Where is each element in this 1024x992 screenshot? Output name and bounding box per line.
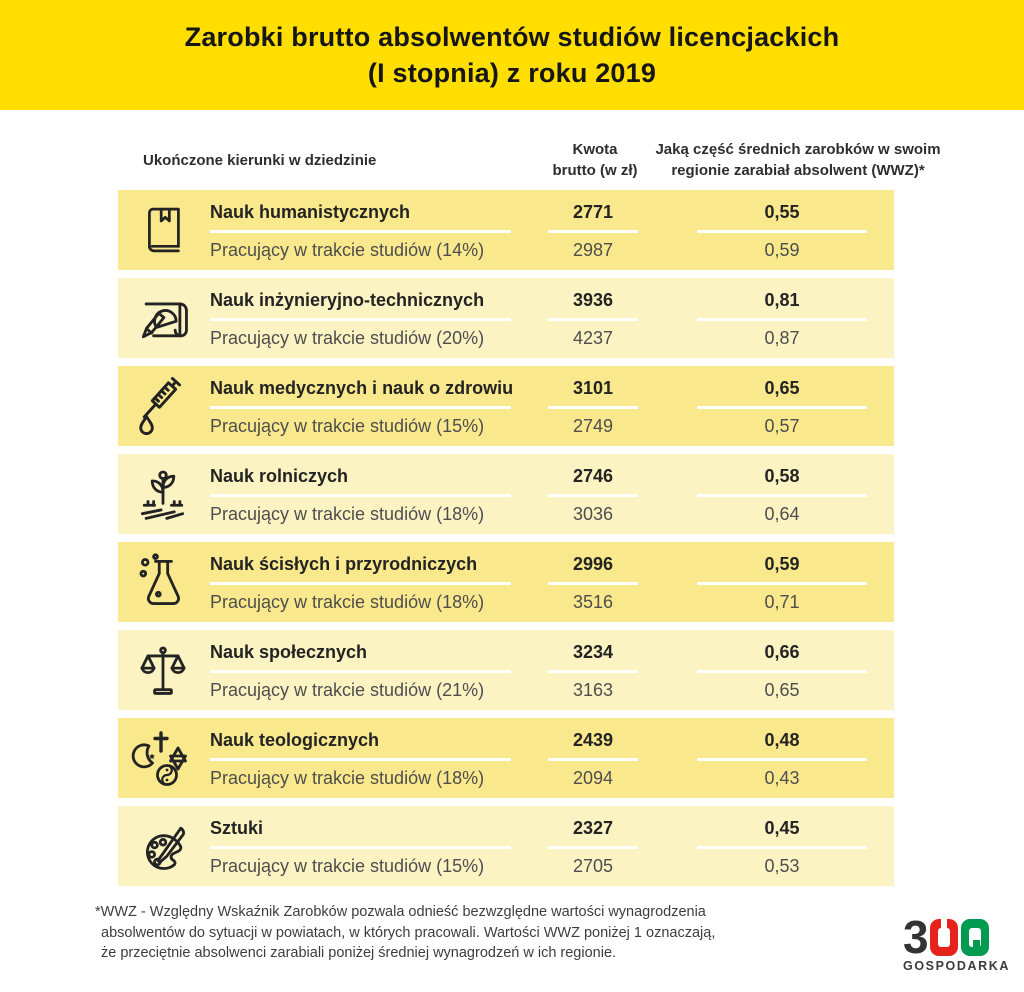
divider bbox=[697, 758, 867, 761]
divider bbox=[210, 230, 511, 233]
column-header-wwz-line2: regionie zarabiał absolwent (WWZ)* bbox=[671, 162, 925, 179]
row-field-title: Nauk rolniczych bbox=[210, 465, 349, 486]
plant-field-icon bbox=[122, 458, 204, 530]
column-header-amount-line2: brutto (w zł) bbox=[552, 162, 638, 179]
divider bbox=[548, 318, 638, 321]
row-sub-label: Pracujący w trakcie studiów (18%) bbox=[210, 767, 485, 788]
divider bbox=[548, 846, 638, 849]
data-table bbox=[118, 190, 894, 894]
row-sub-label: Pracujący w trakcie studiów (18%) bbox=[210, 591, 485, 612]
book-icon bbox=[122, 194, 204, 266]
palette-brush-icon bbox=[122, 810, 204, 882]
row-sub-amount: 2749 bbox=[572, 415, 614, 436]
row-amount: 3234 bbox=[572, 641, 614, 662]
table-row bbox=[118, 190, 894, 270]
logo-digit-3: 3 bbox=[903, 911, 927, 963]
divider bbox=[210, 670, 511, 673]
title-banner bbox=[0, 0, 1024, 110]
row-field-title: Nauk medycznych i nauk o zdrowiu bbox=[210, 377, 514, 398]
divider bbox=[210, 582, 511, 585]
row-wwz: 0,65 bbox=[764, 377, 800, 398]
divider bbox=[548, 494, 638, 497]
row-wwz: 0,55 bbox=[764, 201, 800, 222]
footnote bbox=[95, 902, 715, 964]
column-header-amount-line1: Kwota bbox=[572, 141, 618, 158]
table-row bbox=[118, 718, 894, 798]
logo-brand-text: GOSPODARKA bbox=[903, 959, 1010, 973]
row-wwz: 0,81 bbox=[764, 289, 800, 310]
row-amount: 2996 bbox=[572, 553, 614, 574]
logo-zero-red bbox=[930, 919, 958, 956]
divider bbox=[697, 582, 867, 585]
syringe-icon bbox=[122, 370, 204, 442]
row-field-title: Nauk inżynieryjno-technicznych bbox=[210, 289, 485, 310]
column-header-wwz-line1: Jaką część średnich zarobków w swoim bbox=[655, 141, 941, 158]
row-sub-amount: 2094 bbox=[572, 767, 614, 788]
row-sub-label: Pracujący w trakcie studiów (15%) bbox=[210, 855, 485, 876]
divider bbox=[548, 670, 638, 673]
column-header-amount bbox=[528, 139, 662, 181]
row-wwz: 0,59 bbox=[764, 553, 800, 574]
row-sub-wwz: 0,71 bbox=[764, 591, 800, 612]
table-row bbox=[118, 366, 894, 446]
row-sub-wwz: 0,59 bbox=[764, 239, 800, 260]
divider bbox=[210, 406, 511, 409]
blueprint-pencil-icon bbox=[122, 282, 204, 354]
column-header-field: Ukończone kierunki w dziedzinie bbox=[143, 152, 377, 169]
row-amount: 2327 bbox=[572, 817, 614, 838]
row-wwz: 0,48 bbox=[764, 729, 800, 750]
page-title-line1: Zarobki brutto absolwentów studiów licencjackich bbox=[184, 22, 840, 52]
row-amount: 3936 bbox=[572, 289, 614, 310]
divider bbox=[697, 846, 867, 849]
logo-zero-green bbox=[961, 919, 989, 956]
row-amount: 2746 bbox=[572, 465, 614, 486]
divider bbox=[210, 846, 511, 849]
scales-icon bbox=[122, 634, 204, 706]
row-field-title: Nauk społecznych bbox=[210, 641, 368, 662]
row-sub-amount: 2987 bbox=[572, 239, 614, 260]
table-row bbox=[118, 806, 894, 886]
row-sub-amount: 4237 bbox=[572, 327, 614, 348]
row-amount: 2439 bbox=[572, 729, 614, 750]
footnote-line: absolwentów do sytuacji w powiatach, w których pracowali. Wartości WWZ poniżej 1 oznaczają, bbox=[101, 924, 716, 941]
divider bbox=[697, 318, 867, 321]
row-field-title: Nauk ścisłych i przyrodniczych bbox=[210, 553, 478, 574]
row-wwz: 0,45 bbox=[764, 817, 800, 838]
divider bbox=[697, 230, 867, 233]
logo-300gospodarka bbox=[903, 911, 1010, 973]
divider bbox=[697, 406, 867, 409]
row-field-title: Sztuki bbox=[210, 817, 264, 838]
divider bbox=[697, 494, 867, 497]
row-field-title: Nauk humanistycznych bbox=[210, 201, 411, 222]
row-sub-wwz: 0,65 bbox=[764, 679, 800, 700]
divider bbox=[210, 494, 511, 497]
row-sub-amount: 3163 bbox=[572, 679, 614, 700]
footnote-line: *WWZ - Względny Wskaźnik Zarobków pozwala odnieść bezwzględne wartości wynagrodzenia bbox=[95, 904, 706, 920]
footnote-line: że przeciętnie absolwenci zarabiali poniżej średniej wynagrodzeń w ich regionie. bbox=[101, 945, 617, 961]
row-sub-wwz: 0,43 bbox=[764, 767, 800, 788]
row-sub-wwz: 0,64 bbox=[764, 503, 800, 524]
table-row bbox=[118, 278, 894, 358]
row-sub-label: Pracujący w trakcie studiów (14%) bbox=[210, 239, 485, 260]
row-field-title: Nauk teologicznych bbox=[210, 729, 380, 750]
divider bbox=[548, 582, 638, 585]
row-sub-wwz: 0,53 bbox=[764, 855, 800, 876]
row-sub-wwz: 0,87 bbox=[764, 327, 800, 348]
row-sub-label: Pracujący w trakcie studiów (18%) bbox=[210, 503, 485, 524]
row-amount: 2771 bbox=[572, 201, 614, 222]
divider bbox=[548, 758, 638, 761]
logo-300-mark bbox=[903, 911, 1003, 963]
row-wwz: 0,58 bbox=[764, 465, 800, 486]
divider bbox=[697, 670, 867, 673]
flask-icon bbox=[122, 546, 204, 618]
row-sub-label: Pracujący w trakcie studiów (21%) bbox=[210, 679, 485, 700]
column-header-wwz bbox=[650, 139, 946, 181]
row-sub-label: Pracujący w trakcie studiów (20%) bbox=[210, 327, 485, 348]
row-amount: 3101 bbox=[572, 377, 614, 398]
row-sub-amount: 3516 bbox=[572, 591, 614, 612]
religions-icon bbox=[122, 722, 204, 794]
page-title-line2: (I stopnia) z roku 2019 bbox=[367, 58, 657, 88]
row-sub-amount: 2705 bbox=[572, 855, 614, 876]
row-sub-label: Pracujący w trakcie studiów (15%) bbox=[210, 415, 485, 436]
table-row bbox=[118, 454, 894, 534]
row-sub-amount: 3036 bbox=[572, 503, 614, 524]
row-sub-wwz: 0,57 bbox=[764, 415, 800, 436]
divider bbox=[548, 230, 638, 233]
row-wwz: 0,66 bbox=[764, 641, 800, 662]
divider bbox=[210, 318, 511, 321]
divider bbox=[210, 758, 511, 761]
table-row bbox=[118, 542, 894, 622]
table-row bbox=[118, 630, 894, 710]
divider bbox=[548, 406, 638, 409]
